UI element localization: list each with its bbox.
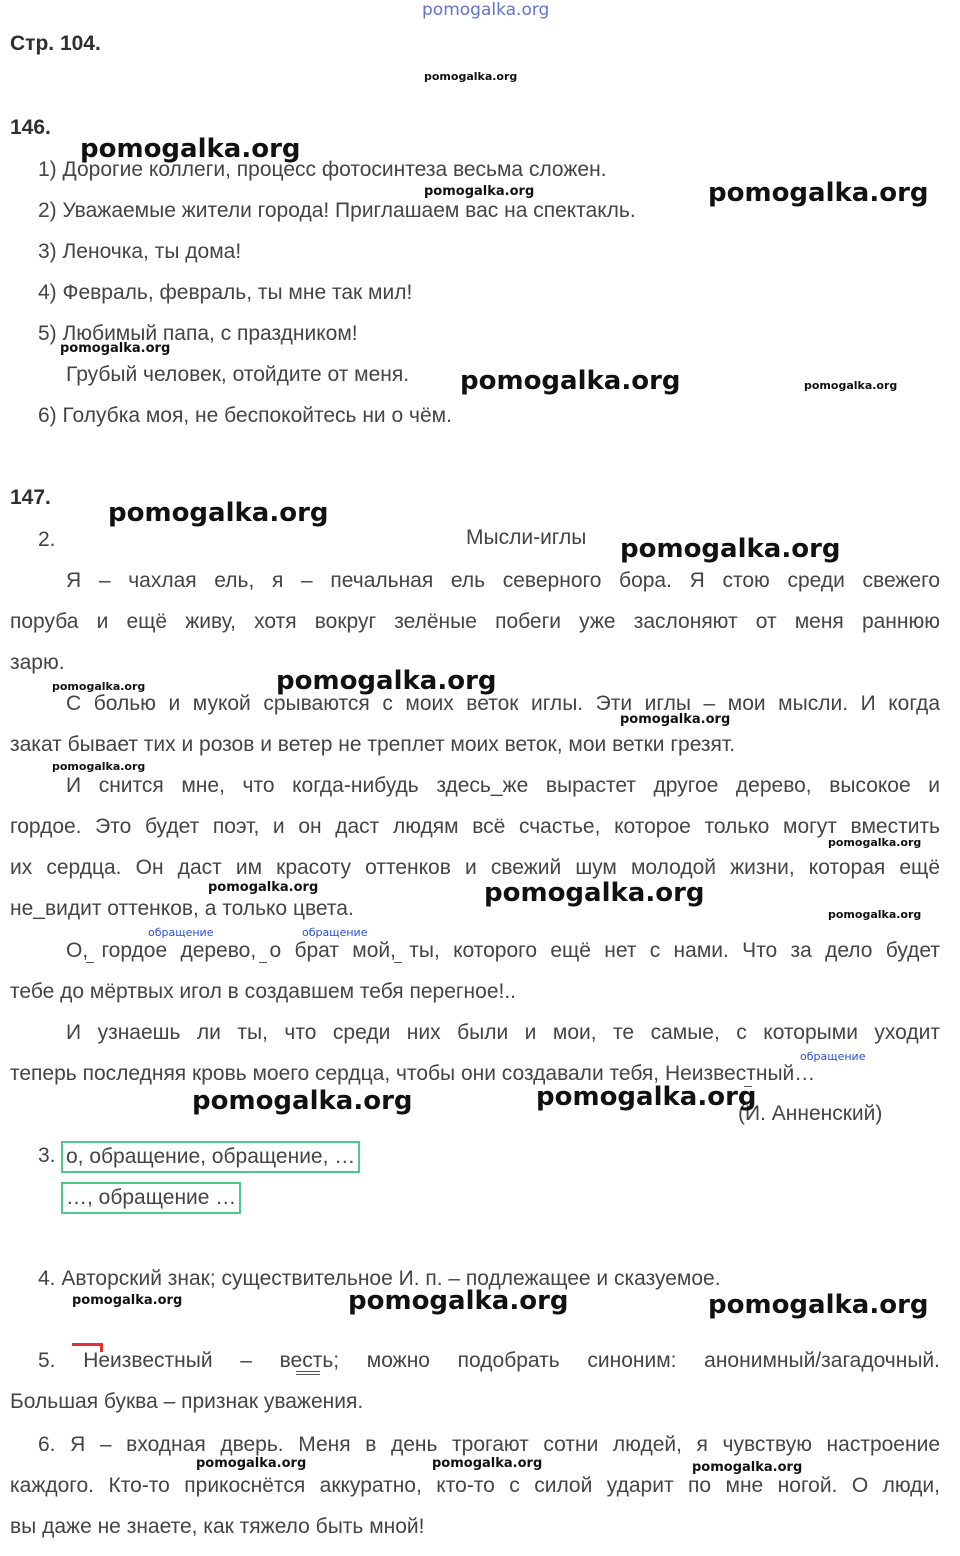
text-line: И снится мне, что когда-нибудь здесь_же вырастет другое дерево, высокое и xyxy=(66,774,940,797)
task-146-item-5: 5) Любимый папа, с праздником! xyxy=(38,322,358,345)
watermark: pomogalka.org xyxy=(276,666,497,696)
task-146-item-5b: Грубый человек, отойдите от меня. xyxy=(66,363,410,386)
text-line: их сердца. Он даст им красоту оттенков и свежий шум молодой жизни, которая ещё xyxy=(10,856,940,879)
watermark: pomogalka.org xyxy=(424,70,518,83)
text-line: С болью и мукой срываются с моих веток иглы. Эти иглы – мои мысли. И когда xyxy=(66,692,940,715)
watermark: pomogalka.org xyxy=(60,341,171,356)
predicate-underline xyxy=(296,1371,320,1375)
watermark: pomogalka.org xyxy=(348,1286,569,1316)
task-147-item-6 xyxy=(10,1431,940,1554)
watermark: pomogalka.org xyxy=(620,712,731,727)
task-147-number: 147. xyxy=(10,486,51,509)
text-line: теперь последняя кровь моего сердца, чтобы они создавали тебя, Неизвестный… xyxy=(10,1062,816,1085)
watermark: pomogalka.org xyxy=(828,836,922,849)
watermark: pomogalka.org xyxy=(196,1456,307,1471)
text-line: вы даже не знаете, как тяжело быть мной! xyxy=(10,1515,425,1538)
watermark: pomogalka.org xyxy=(536,1082,757,1112)
watermark: pomogalka.org xyxy=(424,184,535,199)
watermark: pomogalka.org xyxy=(484,878,705,908)
task-147-item-5 xyxy=(10,1347,940,1429)
task-146-item-1: 1) Дорогие коллеги, процесс фотосинтеза весьма сложен. xyxy=(38,158,607,181)
text-line: не_видит оттенков, а только цвета. xyxy=(10,897,354,920)
comma-underline xyxy=(259,962,267,963)
poem-paragraph-3 xyxy=(10,772,940,936)
poem-paragraph-5 xyxy=(10,1019,940,1101)
text-line: тебе до мёртвых игол в создавшем тебя перегное!.. xyxy=(10,980,517,1003)
watermark: pomogalka.org xyxy=(80,134,301,164)
watermark: pomogalka.org xyxy=(828,908,922,921)
annotation-address-3: обращение xyxy=(800,1050,866,1063)
text-line: Большая буква – признак уважения. xyxy=(10,1390,364,1413)
poem-title: Мысли-иглы xyxy=(466,526,587,549)
watermark: pomogalka.org xyxy=(708,1290,929,1320)
watermark: pomogalka.org xyxy=(620,534,841,564)
text-line: каждого. Кто-то прикоснётся аккуратно, кто-то с силой ударит по мне ногой. О люди, xyxy=(10,1474,940,1497)
text-line: зарю. xyxy=(10,651,65,674)
watermark: pomogalka.org xyxy=(692,1460,803,1475)
comma-underline xyxy=(394,962,402,963)
annotation-address-1: обращение xyxy=(148,926,214,939)
text-line: И узнаешь ли ты, что среди них были и мои, те самые, с которыми уходит xyxy=(66,1021,940,1044)
poem-paragraph-2 xyxy=(10,690,940,772)
text-line: О, гордое дерево, о брат мой, ты, которого ещё нет с нами. Что за дело будет xyxy=(66,939,940,962)
watermark: pomogalka.org xyxy=(208,880,319,895)
text-line: гордое. Это будет поэт, и он даст людям всё счастье, которое только могут вместить xyxy=(10,815,940,838)
task-146-item-4: 4) Февраль, февраль, ты мне так мил! xyxy=(38,281,413,304)
task-146-item-3: 3) Леночка, ты дома! xyxy=(38,240,242,263)
text-line: 5. Неизвестный – весть; можно подобрать синоним: анонимный/загадочный. xyxy=(38,1349,940,1372)
text-line: поруба и ещё живу, хотя вокруг зелёные побеги уже заслоняют от меня раннюю xyxy=(10,610,940,633)
poem-author: (И. Анненский) xyxy=(738,1102,883,1125)
top-watermark: pomogalka.org xyxy=(422,0,550,20)
watermark: pomogalka.org xyxy=(708,178,929,208)
watermark: pomogalka.org xyxy=(192,1086,413,1116)
watermark: pomogalka.org xyxy=(52,680,146,693)
text-line: 6. Я – входная дверь. Меня в день трогают сотни людей, я чувствую настроение xyxy=(38,1433,940,1456)
page-label: Стр. 104. xyxy=(10,32,101,55)
punctuation-scheme-1: о, обращение, обращение, … xyxy=(61,1141,360,1173)
poem-paragraph-4 xyxy=(10,937,940,1019)
task-146-item-2: 2) Уважаемые жители города! Приглашаем вас на спектакль. xyxy=(38,199,636,222)
text-line: Я – чахлая ель, я – печальная ель северного бора. Я стою среди свежего xyxy=(66,569,940,592)
task-146-number: 146. xyxy=(10,116,51,139)
watermark: pomogalka.org xyxy=(108,498,329,528)
task-147-item-2-label: 2. xyxy=(38,528,56,551)
watermark: pomogalka.org xyxy=(804,379,898,392)
watermark: pomogalka.org xyxy=(52,760,146,773)
comma-underline xyxy=(86,962,94,963)
watermark: pomogalka.org xyxy=(460,366,681,396)
task-147-item-4: 4. Авторский знак; существительное И. п. – подлежащее и сказуемое. xyxy=(38,1267,721,1290)
task-147-item-3-label: 3. xyxy=(38,1144,56,1167)
punctuation-scheme-2: …, обращение … xyxy=(61,1182,241,1214)
watermark: pomogalka.org xyxy=(72,1293,183,1308)
task-146-item-6: 6) Голубка моя, не беспокойтесь ни о чём. xyxy=(38,404,452,427)
watermark: pomogalka.org xyxy=(432,1456,543,1471)
annotation-address-2: обращение xyxy=(302,926,368,939)
text-line: закат бывает тих и розов и ветер не треплет моих веток, мои ветки грезят. xyxy=(10,733,736,756)
